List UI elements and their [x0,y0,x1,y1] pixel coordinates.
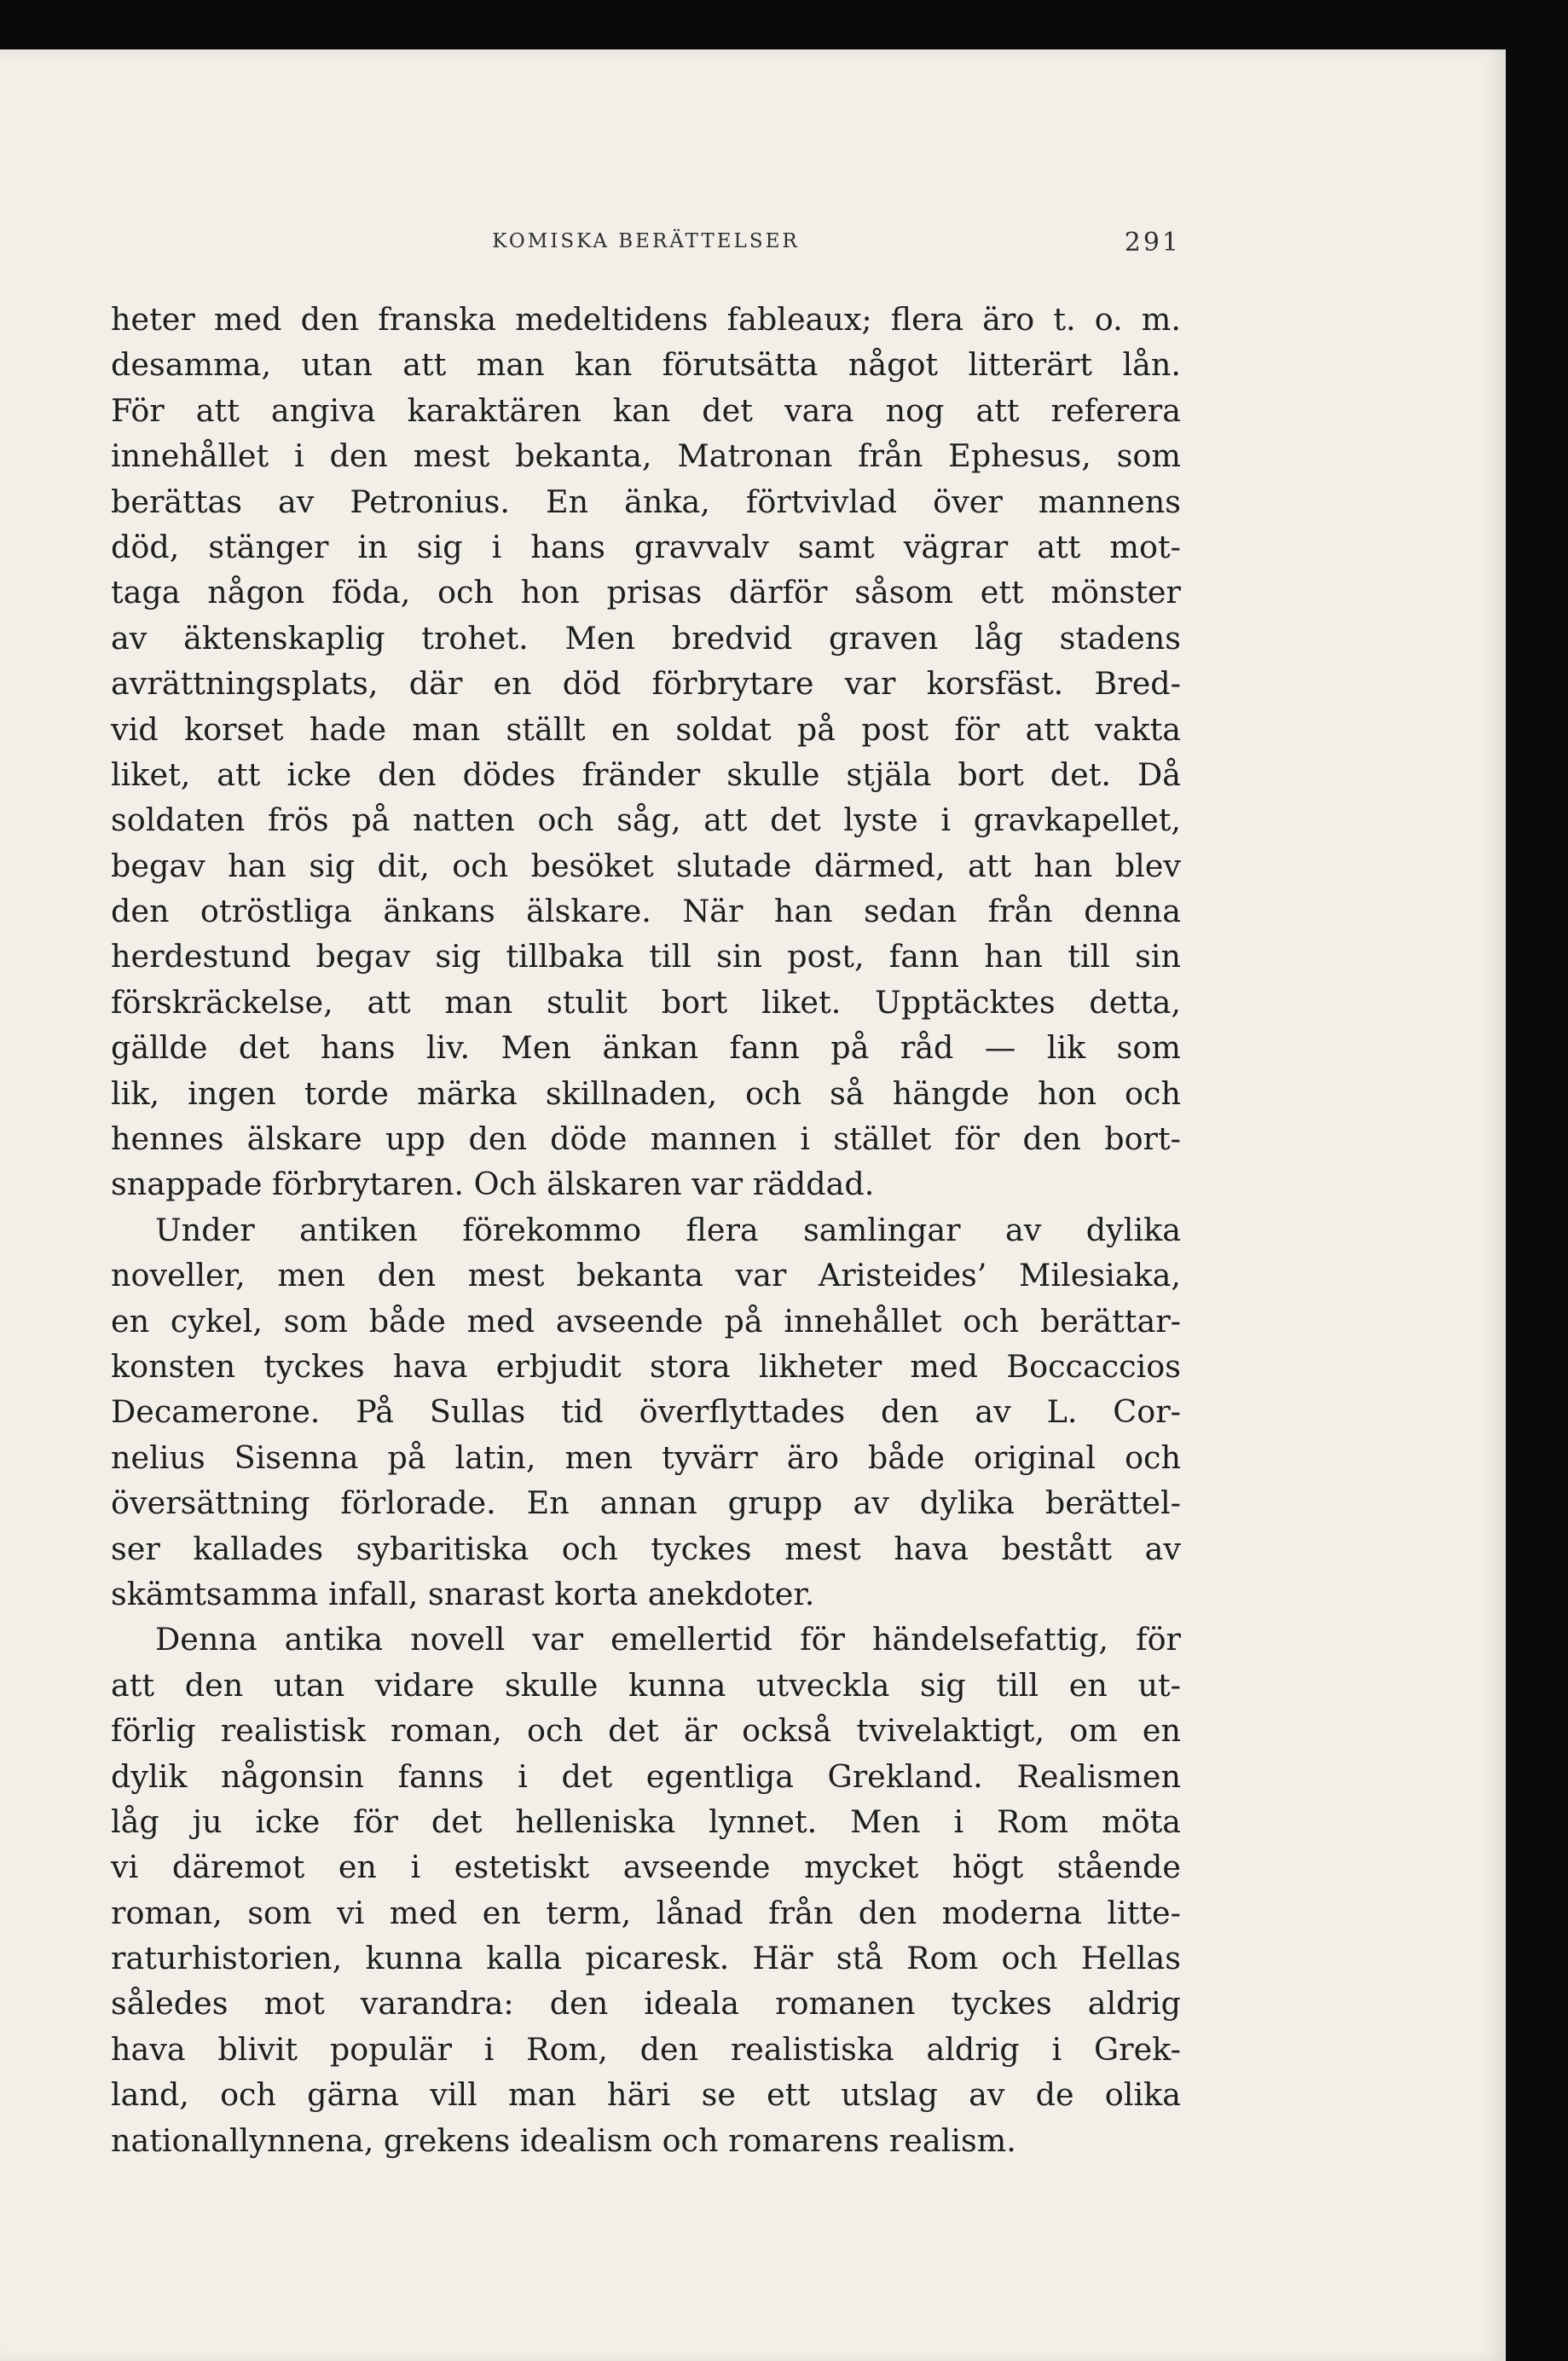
text-line: lik, ingen torde märka skillnaden, och så hängde hon och [111,1074,1181,1112]
text-line: desamma, utan att man kan förutsätta något litterärt lån. [111,346,1181,384]
text-line: heter med den franska medeltidens fableaux; flera äro t. o. m. [111,301,1181,338]
text-line: hava blivit populär i Rom, den realistiska aldrig i Grek- [111,2030,1181,2068]
running-title: KOMISKA BERÄTTELSER [492,230,800,252]
page-header [111,230,1181,264]
text-line: nationallynnena, grekens idealism och romarens realism. [111,2121,1016,2159]
text-line: innehållet i den mest bekanta, Matronan från Ephesus, som [111,437,1181,475]
text-line: herdestund begav sig tillbaka till sin post, fann han till sin [111,938,1181,975]
text-line: låg ju icke för det helleniska lynnet. Men i Rom möta [111,1803,1181,1840]
text-line: raturhistorien, kunna kalla picaresk. Här stå Rom och Hellas [111,1940,1181,1977]
body-text [111,297,1181,2163]
text-line: avrättningsplats, där en död förbrytare var korsfäst. Bred- [111,665,1181,703]
page-number: 291 [1124,228,1181,258]
text-line: soldaten frös på natten och såg, att det lyste i gravkapellet, [111,801,1181,839]
text-line: översättning förlorade. En annan grupp av dylika berättel- [111,1484,1181,1522]
text-line: dylik någonsin fanns i det egentliga Grekland. Realismen [111,1757,1181,1795]
text-line: snappade förbrytaren. Och älskaren var räddad. [111,1166,875,1203]
text-line: förskräckelse, att man stulit bort liket. Upptäcktes detta, [111,983,1181,1021]
text-line: Decamerone. På Sullas tid överflyttades den av L. Cor- [111,1393,1181,1431]
text-line: noveller, men den mest bekanta var Aristeides’ Milesiaka, [111,1257,1181,1294]
text-line: att den utan vidare skulle kunna utveckla sig till en ut- [111,1666,1181,1704]
text-line: ser kallades sybaritiska och tyckes mest hava bestått av [111,1530,1181,1567]
text-line: taga någon föda, och hon prisas därför såsom ett mönster [111,574,1181,611]
text-line: vi däremot en i estetiskt avseende mycket högt stående [111,1849,1181,1886]
text-line: konsten tyckes hava erbjudit stora likheter med Boccaccios [111,1347,1181,1385]
text-line: således mot varandra: den ideala romanen tyckes aldrig [111,1985,1181,2022]
text-line: För att angiva karaktären kan det vara nog att referera [111,391,1181,429]
text-line: roman, som vi med en term, lånad från den moderna litte- [111,1894,1181,1931]
text-line: Denna antika novell var emellertid för händelsefattig, för [155,1621,1181,1658]
book-page [0,49,1506,2361]
text-line: en cykel, som både med avseende på innehållet och berättar- [111,1302,1181,1340]
text-line: skämtsamma infall, snarast korta anekdoter. [111,1575,815,1612]
text-line: nelius Sisenna på latin, men tyvärr äro både original och [111,1438,1181,1476]
text-line: land, och gärna vill man häri se ett utslag av de olika [111,2076,1181,2114]
text-line: död, stänger in sig i hans gravvalv samt vägrar att mot- [111,528,1181,565]
text-line: Under antiken förekommo flera samlingar av dylika [155,1211,1181,1248]
text-line: berättas av Petronius. En änka, förtvivlad över mannens [111,483,1181,520]
text-line: gällde det hans liv. Men änkan fann på råd — lik som [111,1029,1181,1067]
text-line: liket, att icke den dödes fränder skulle stjäla bort det. Då [111,755,1181,793]
text-line: den otröstliga änkans älskare. När han sedan från denna [111,893,1181,930]
text-line: förlig realistisk roman, och det är också tvivelaktigt, om en [111,1712,1181,1750]
text-line: av äktenskaplig trohet. Men bredvid graven låg stadens [111,619,1181,657]
text-line: begav han sig dit, och besöket slutade därmed, att han blev [111,847,1181,884]
text-line: hennes älskare upp den döde mannen i stället för den bort- [111,1120,1181,1158]
text-line: vid korset hade man ställt en soldat på post för att vakta [111,710,1181,748]
